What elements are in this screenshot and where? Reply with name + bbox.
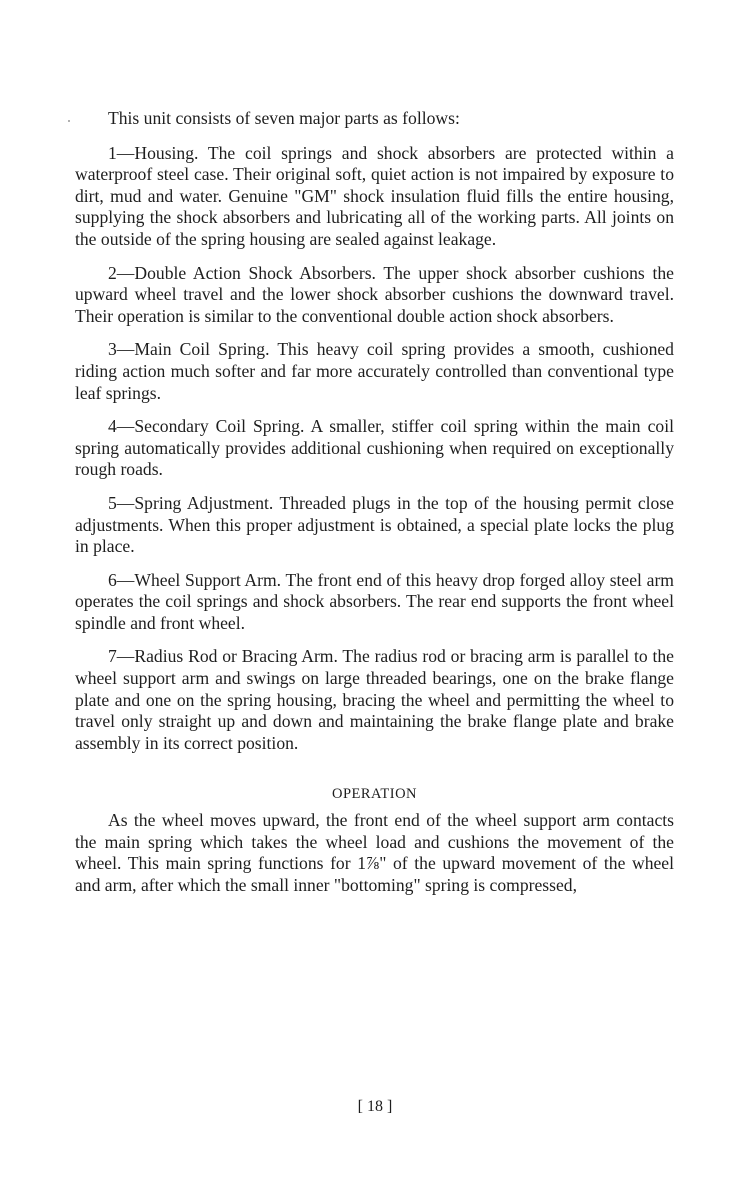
- part-4-paragraph: [75, 416, 674, 481]
- part-7-paragraph: [75, 646, 674, 754]
- part-7-label: 7—Radius Rod or Bracing Arm.: [108, 646, 338, 667]
- part-3-text: This heavy coil spring provides a smooth, cushioned riding action much softer and far more accurately controlled than conventional type leaf springs.: [75, 339, 674, 403]
- part-3-label: 3—Main Coil Spring.: [108, 339, 270, 360]
- part-5-text: Threaded plugs in the top of the housing permit close adjustments. When this proper adjustment is obtained, a special plate locks the plug in place.: [75, 492, 674, 557]
- part-6-text: The front end of this heavy drop forged alloy steel arm operates the coil springs and shock absorbers. The rear end supports the front wheel spindle and front wheel.: [75, 569, 674, 633]
- part-1-label: 1—Housing.: [108, 142, 199, 163]
- part-2-label: 2—Double Action Shock Absorbers.: [108, 262, 376, 283]
- part-7-text: The radius rod or bracing arm is parallel to the wheel support arm and swings on large threaded bearings, one on the brake flange plate and one on the spring housing, bracing the wheel and permitting the wheel to travel only straight up and down and maintaining the brake flange plate and brake assembly in its correct position.: [75, 646, 674, 753]
- part-5-paragraph: [75, 493, 674, 558]
- part-6-paragraph: [75, 570, 674, 635]
- section-heading-operation: OPERATION: [331, 786, 418, 803]
- part-4-label: 4—Secondary Coil Spring.: [108, 416, 305, 437]
- part-6-label: 6—Wheel Support Arm.: [108, 569, 282, 590]
- part-2-text: The upper shock absorber cushions the upward wheel travel and the lower shock absorber cushions the downward travel. Their operation is similar to the conventional double action shock absorbers.: [75, 262, 674, 326]
- part-3-paragraph: [75, 339, 674, 404]
- intro-paragraph: This unit consists of seven major parts as follows:: [108, 108, 460, 128]
- part-2-paragraph: [75, 263, 674, 328]
- document-page: [75, 108, 674, 908]
- part-1-paragraph: [75, 143, 674, 251]
- margin-speck: [68, 120, 70, 122]
- part-4-text: A smaller, stiffer coil spring within the main coil spring automatically provides additional cushioning when required on exceptionally rough roads.: [75, 416, 675, 480]
- part-5-label: 5—Spring Adjustment.: [108, 492, 274, 513]
- part-1-text: The coil springs and shock absorbers are protected within a waterproof steel case. Their original soft, quiet action is not impaired by exposure to dirt, mud and water. Genuine "GM" shock insulation fluid fills the entire housing, supplying the shock absorbers and lubricating all of the working parts. All joints on the outside of the spring housing are sealed against leakage.: [75, 142, 674, 249]
- page-number: [ 18 ]: [357, 1098, 393, 1115]
- operation-paragraph: As the wheel moves upward, the front end of the wheel support arm contacts the main spring which takes the wheel load and cushions the movement of the wheel. This main spring functions for 1⅞" of the upward movement of the wheel and arm, after which the small inner "bottoming" spring is compressed,: [75, 810, 674, 895]
